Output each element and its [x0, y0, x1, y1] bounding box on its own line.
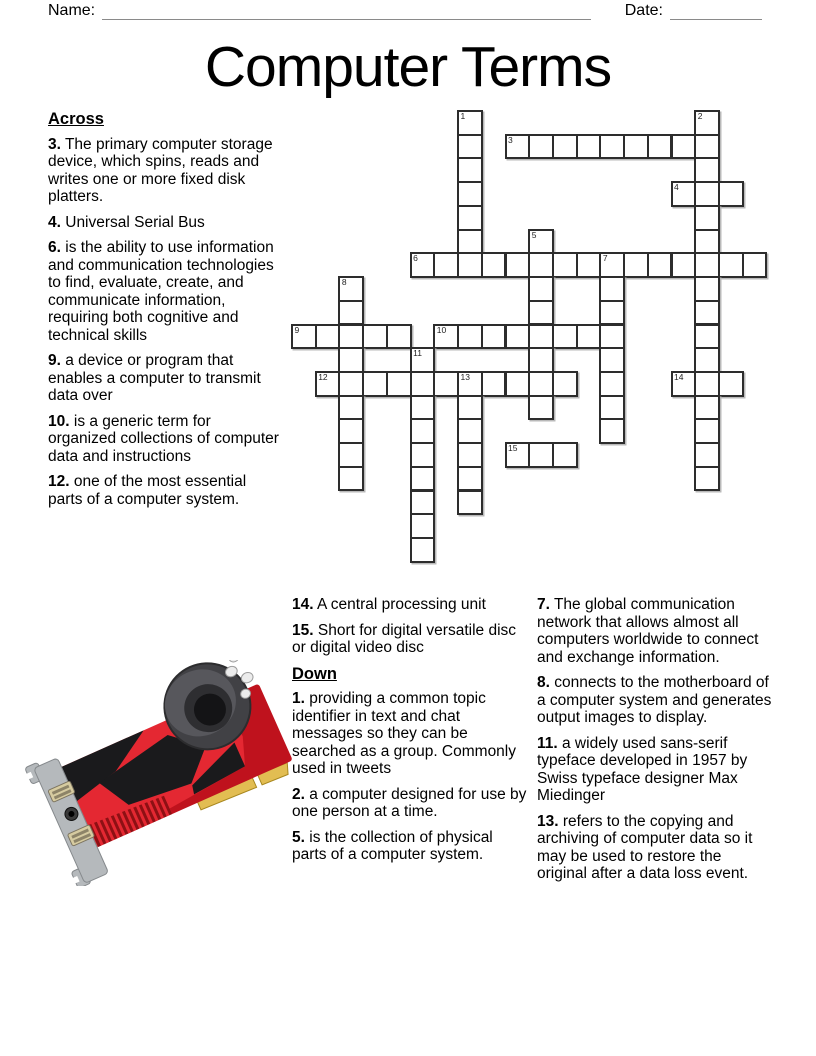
grid-cell[interactable] — [694, 418, 720, 444]
grid-cell[interactable] — [338, 418, 364, 444]
clue-number: 10. — [48, 412, 70, 430]
clue-item — [48, 473, 281, 508]
clue-item — [292, 596, 530, 614]
clue-number: 4. — [48, 213, 61, 231]
grid-cell[interactable] — [528, 276, 554, 302]
clue-number: 7. — [537, 596, 550, 613]
grid-cell[interactable] — [742, 252, 768, 278]
down-header: Down — [292, 664, 337, 683]
clue-number: 3. — [48, 135, 61, 153]
clue-number: 9. — [48, 352, 61, 370]
clue-text: a computer designed for use by one person at a time. — [292, 785, 527, 821]
grid-cell-number: 12 — [318, 371, 328, 382]
grid-cell[interactable] — [623, 134, 649, 160]
grid-cell-number: 2 — [697, 111, 703, 121]
grid-cell[interactable] — [528, 371, 554, 397]
clue-text: is the ability to use information and communication technologies to find, evaluate, create, and communicate information, requiring both cognitive and technical skills — [48, 239, 274, 344]
grid-cell-number: 13 — [460, 371, 470, 382]
grid-cell[interactable] — [694, 395, 720, 421]
grid-cell[interactable] — [410, 537, 436, 563]
page-title: Computer Terms — [204, 35, 612, 99]
grid-cell[interactable] — [599, 134, 625, 160]
clue-text: one of the most essential parts of a computer system. — [48, 473, 247, 508]
grid-cell[interactable] — [338, 300, 364, 326]
grid-cell[interactable] — [338, 324, 364, 350]
grid-cell[interactable] — [694, 110, 720, 136]
grid-cell[interactable] — [362, 324, 388, 350]
clue-item — [537, 813, 774, 883]
clue-item — [48, 413, 281, 466]
clue-number: 2. — [292, 785, 305, 803]
clues-column-right — [537, 596, 774, 891]
grid-cell[interactable] — [410, 466, 436, 492]
clue-text: The primary computer storage device, which spins, reads and writes one or more fixed disk platters. — [48, 135, 273, 206]
grid-cell[interactable] — [671, 134, 697, 160]
grid-cell[interactable] — [694, 157, 720, 183]
grid-cell[interactable] — [694, 347, 720, 373]
grid-cell[interactable] — [338, 347, 364, 373]
clue-item — [537, 735, 774, 805]
grid-cell[interactable] — [552, 134, 578, 160]
grid-cell[interactable] — [576, 252, 602, 278]
clues-column-middle — [292, 596, 530, 872]
clue-text: refers to the copying and archiving of computer data so it may be used to restore the original after a data loss event. — [537, 812, 753, 882]
grid-cell[interactable] — [457, 418, 483, 444]
grid-cell[interactable] — [647, 252, 673, 278]
clue-item — [537, 674, 774, 727]
grid-cell[interactable] — [528, 300, 554, 326]
grid-cell[interactable] — [552, 252, 578, 278]
clue-number: 1. — [292, 690, 305, 708]
grid-cell[interactable] — [362, 371, 388, 397]
grid-cell[interactable] — [410, 490, 436, 516]
clue-text: providing a common topic identifier in text and chat messages so they can be searched as a group. Commonly used in tweets — [292, 690, 517, 778]
grid-cell[interactable] — [410, 395, 436, 421]
grid-cell[interactable] — [671, 181, 697, 207]
grid-cell[interactable] — [457, 181, 483, 207]
grid-cell[interactable] — [433, 252, 459, 278]
clue-item — [48, 214, 281, 232]
grid-cell-number: 6 — [413, 253, 418, 264]
grid-cell[interactable] — [457, 157, 483, 183]
grid-cell[interactable] — [623, 252, 649, 278]
grid-cell[interactable] — [552, 442, 578, 468]
clue-text: The global communication network that allows almost all computers worldwide to connect and exchange information. — [537, 596, 759, 666]
clue-number: 13. — [537, 812, 559, 830]
grid-cell[interactable] — [386, 324, 412, 350]
grid-cell[interactable] — [457, 371, 483, 397]
grid-cell-number: 5 — [531, 229, 537, 240]
clue-text: a widely used sans-serif typeface developed in 1957 by Swiss typeface designer Max Miedinger — [537, 734, 748, 804]
grid-cell[interactable] — [457, 395, 483, 421]
clue-text: is a generic term for organized collections of computer data and instructions — [48, 412, 279, 465]
grid-cell[interactable] — [505, 371, 531, 397]
grid-cell[interactable] — [671, 371, 697, 397]
clue-text: Short for digital versatile disc or digital video disc — [292, 621, 517, 656]
grid-cell[interactable] — [694, 252, 720, 278]
date-label: Date: — [624, 2, 663, 19]
grid-cell[interactable] — [599, 371, 625, 397]
grid-cell[interactable] — [576, 324, 602, 350]
grid-cell-number: 4 — [674, 182, 679, 193]
clue-text: A central processing unit — [313, 596, 486, 613]
grid-cell[interactable] — [599, 395, 625, 421]
grid-cell[interactable] — [410, 252, 436, 278]
grid-cell[interactable] — [457, 205, 483, 231]
grid-cell[interactable] — [599, 300, 625, 326]
grid-cell[interactable] — [528, 395, 554, 421]
grid-cell[interactable] — [457, 490, 483, 516]
grid-cell[interactable] — [315, 324, 341, 350]
grid-cell[interactable] — [694, 276, 720, 302]
clue-item — [48, 352, 281, 405]
grid-cell[interactable] — [528, 252, 554, 278]
grid-cell[interactable] — [457, 442, 483, 468]
grid-cell[interactable] — [694, 442, 720, 468]
grid-cell[interactable] — [694, 300, 720, 326]
grid-cell[interactable] — [694, 229, 720, 255]
grid-cell[interactable] — [694, 181, 720, 207]
name-label: Name: — [48, 2, 96, 19]
grid-cell[interactable] — [528, 347, 554, 373]
grid-cell-number: 7 — [602, 253, 608, 264]
grid-cell-number: 8 — [341, 277, 347, 287]
clue-text: a device or program that enables a computer to transmit data over — [48, 352, 261, 405]
worksheet-header — [48, 2, 762, 20]
grid-cell[interactable] — [694, 466, 720, 492]
grid-cell[interactable] — [671, 252, 697, 278]
grid-cell[interactable] — [410, 347, 436, 373]
grid-cell[interactable] — [505, 134, 531, 160]
grid-cell[interactable] — [552, 324, 578, 350]
grid-cell[interactable] — [599, 252, 625, 278]
grid-cell[interactable] — [694, 134, 720, 160]
grid-cell[interactable] — [457, 252, 483, 278]
grid-cell[interactable] — [338, 276, 364, 302]
grid-cell[interactable] — [694, 371, 720, 397]
grid-cell[interactable] — [338, 466, 364, 492]
across-header: Across — [48, 110, 104, 128]
grid-cell[interactable] — [528, 134, 554, 160]
grid-cell[interactable] — [457, 324, 483, 350]
grid-cell[interactable] — [457, 466, 483, 492]
grid-cell[interactable] — [599, 276, 625, 302]
grid-cell[interactable] — [433, 324, 459, 350]
grid-cell[interactable] — [410, 418, 436, 444]
grid-cell[interactable] — [599, 418, 625, 444]
grid-cell[interactable] — [315, 371, 341, 397]
grid-cell[interactable] — [576, 134, 602, 160]
grid-cell[interactable] — [505, 324, 531, 350]
clue-text: is the collection of physical parts of a computer system. — [292, 828, 493, 864]
grid-cell-number: 11 — [413, 348, 422, 359]
grid-cell[interactable] — [599, 324, 625, 350]
grid-cell[interactable] — [457, 229, 483, 255]
name-blank-line[interactable] — [102, 2, 591, 20]
grid-cell[interactable] — [718, 252, 744, 278]
grid-cell-number: 9 — [294, 324, 300, 335]
grid-cell[interactable] — [338, 395, 364, 421]
clue-item — [292, 690, 530, 778]
clue-item — [48, 239, 281, 344]
grid-cell[interactable] — [528, 229, 554, 255]
clue-number: 5. — [292, 828, 305, 846]
clue-number: 15. — [292, 621, 314, 639]
clue-number: 14. — [292, 596, 314, 613]
grid-cell-number: 15 — [508, 443, 518, 454]
clue-item — [292, 829, 530, 864]
clue-number: 12. — [48, 473, 70, 491]
grid-cell[interactable] — [599, 347, 625, 373]
grid-cell[interactable] — [433, 371, 459, 397]
clue-item — [292, 622, 530, 657]
grid-cell[interactable] — [718, 181, 744, 207]
grid-cell[interactable] — [528, 324, 554, 350]
grid-cell[interactable] — [528, 442, 554, 468]
grid-cell[interactable] — [410, 371, 436, 397]
clue-item — [537, 596, 774, 666]
clue-text: connects to the motherboard of a computer system and generates output images to display. — [537, 674, 772, 726]
clue-number: 11. — [537, 734, 558, 752]
clues-column-left — [48, 110, 281, 516]
clue-item — [48, 136, 281, 206]
grid-cell[interactable] — [481, 371, 507, 397]
clue-number: 6. — [48, 239, 61, 257]
grid-cell-number: 10 — [436, 324, 447, 335]
grid-cell[interactable] — [338, 442, 364, 468]
grid-cell[interactable] — [291, 324, 317, 350]
grid-cell[interactable] — [481, 324, 507, 350]
clue-number: 8. — [537, 674, 550, 691]
grid-cell[interactable] — [481, 252, 507, 278]
date-blank-line[interactable] — [670, 2, 762, 20]
grid-cell-number: 14 — [674, 371, 684, 382]
grid-cell[interactable] — [552, 371, 578, 397]
grid-cell[interactable] — [694, 324, 720, 350]
grid-cell[interactable] — [694, 205, 720, 231]
grid-cell-number: 1 — [460, 111, 466, 121]
grid-cell[interactable] — [505, 252, 531, 278]
grid-cell[interactable] — [647, 134, 673, 160]
grid-cell[interactable] — [505, 442, 531, 468]
grid-cell[interactable] — [410, 442, 436, 468]
grid-cell[interactable] — [338, 371, 364, 397]
grid-cell[interactable] — [457, 110, 483, 136]
clue-text: Universal Serial Bus — [60, 213, 205, 231]
graphics-card-image — [24, 660, 300, 886]
grid-cell[interactable] — [718, 371, 744, 397]
grid-cell-number: 3 — [508, 134, 513, 145]
clue-item — [292, 786, 530, 821]
grid-cell[interactable] — [457, 134, 483, 160]
grid-cell[interactable] — [410, 513, 436, 539]
grid-cell[interactable] — [386, 371, 412, 397]
